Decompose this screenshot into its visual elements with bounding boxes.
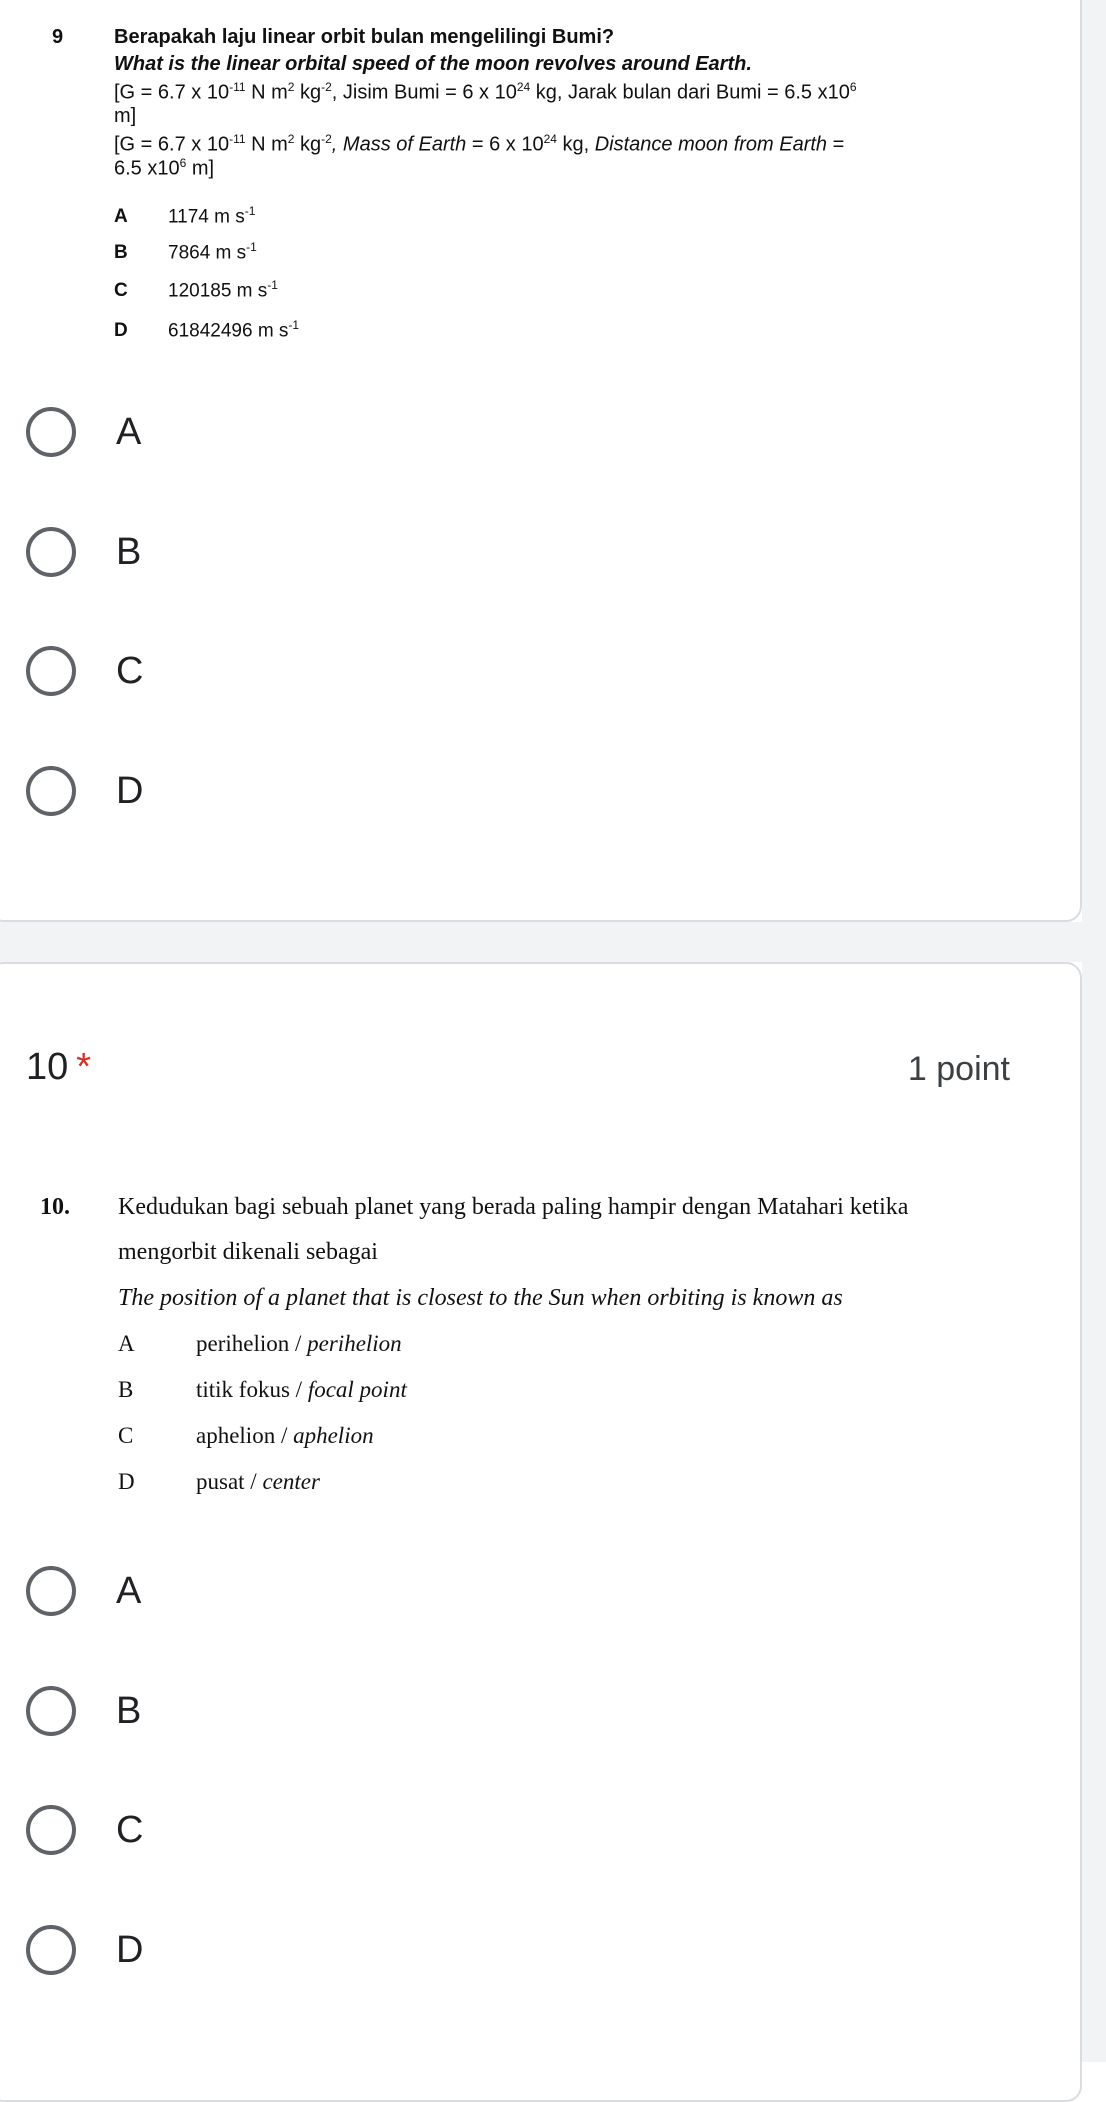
question-card-10 [0,962,1082,2102]
scan-option-d: D 61842496 m $s^{-1}$ [114,318,300,342]
radio-button[interactable] [26,1686,76,1736]
scan-question-number: 10. [40,1194,70,1220]
radio-button[interactable] [26,527,76,577]
scan-option-a: A 1174 m $s^{-1}$ [114,204,256,228]
scan-option-b: B 7864 m $s^{-1}$ [114,240,257,264]
card-separator [0,922,1106,962]
given-values-english-wrap: 6.5 $x10^6$ m] [114,156,215,180]
radio-button[interactable] [26,1566,76,1616]
question-text-malay-wrap: mengorbit dikenali sebagai [118,1239,378,1265]
question-text-malay: Berapakah laju linear orbit bulan mengelilingi Bumi? [114,26,615,48]
choice-label: C [116,1808,144,1851]
choice-a[interactable] [26,404,141,460]
choice-label: A [116,1569,142,1612]
scan-question-number: 9 [52,26,64,48]
question-text-english: The position of a planet that is closest to the Sun when orbiting is known as [118,1285,843,1311]
choice-label: D [116,1928,144,1971]
scan-option-d: D pusat / center [118,1469,320,1494]
question-text-english: What is the linear orbital speed of the moon revolves around Earth. [114,53,752,75]
points-label: 1 point [907,1050,1010,1088]
radio-button[interactable] [26,1805,76,1855]
page-background [1082,0,1106,2062]
choice-a[interactable] [26,1563,141,1619]
choice-d[interactable] [26,1922,143,1978]
scan-option-b: B titik fokus / focal point [118,1377,407,1402]
choice-label: B [116,530,142,573]
required-marker: * [76,1046,92,1088]
given-values-malay-wrap: m] [114,105,137,127]
choice-c[interactable] [26,643,143,699]
choice-c[interactable] [26,1802,143,1858]
scan-option-c: C aphelion / aphelion [118,1423,374,1448]
question-text-malay: Kedudukan bagi sebuah planet yang berada paling hampir dengan Matahari ketika [118,1194,909,1220]
given-values-malay: [G = 6.7 x $10^{-11}$ N $m^2$ $kg^{-2}$, Jisim Bumi = 6 x $10^{24}$ kg, Jarak bulan dari Bumi = 6.5 $x10^6$ [114,80,857,104]
scan-option-a: A perihelion / perihelion [118,1331,402,1356]
radio-button[interactable] [26,1925,76,1975]
radio-button[interactable] [26,646,76,696]
choice-label: A [116,410,142,453]
choice-label: D [116,769,144,812]
radio-button[interactable] [26,407,76,457]
choice-label: B [116,1689,142,1732]
radio-button[interactable] [26,766,76,816]
choice-b[interactable] [26,1683,141,1739]
question-number: 10 * [26,1046,92,1088]
scan-option-c: C 120185 m $s^{-1}$ [114,278,278,302]
choice-d[interactable] [26,763,143,819]
choice-label: C [116,649,144,692]
question-9-image [0,0,1080,360]
given-values-english: [G = 6.7 x $10^{-11}$ N $m^2$ $kg^{-2}$, Mass of Earth = 6 x $10^{24}$ kg, Distance moon from Earth = [114,132,845,156]
choice-b[interactable] [26,524,141,580]
